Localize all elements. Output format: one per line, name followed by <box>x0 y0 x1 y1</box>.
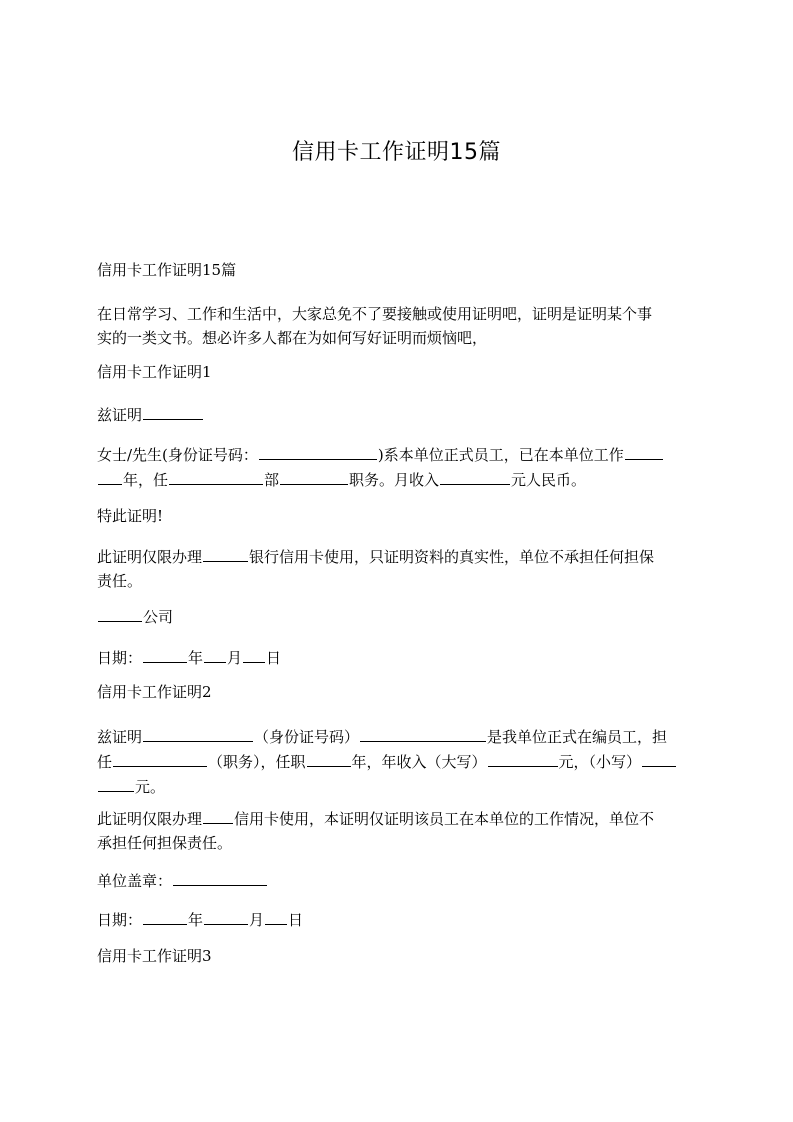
section-2-limit-paragraph <box>97 806 697 855</box>
years-blank-start <box>625 442 663 460</box>
s2-day-text: 日 <box>288 911 304 929</box>
seal-line <box>97 868 697 893</box>
section-3-heading: 信用卡工作证明3 <box>97 947 212 965</box>
years-blank-end <box>98 467 122 485</box>
document-subtitle: 信用卡工作证明15篇 <box>97 261 237 279</box>
section-2-heading: 信用卡工作证明2 <box>97 683 212 701</box>
limit-text-a: 此证明仅限办理 <box>97 548 203 566</box>
employment-text-b: )系本单位正式员工，已在本单位工作 <box>377 446 624 464</box>
section-1-heading: 信用卡工作证明1 <box>97 363 212 381</box>
department-blank <box>169 467 263 485</box>
s2-year-text: 年 <box>188 911 204 929</box>
employment-text-c: 年，任 <box>123 471 169 489</box>
bank-blank <box>203 544 248 562</box>
section-2-date-line <box>97 907 697 932</box>
year-blank <box>143 645 187 663</box>
s2-text-c: 是我单位正式在编员工，担 <box>487 728 668 746</box>
s2-text-h: 元。 <box>135 778 166 796</box>
s2-text-f: 年，年收入（大写） <box>351 753 487 771</box>
month-blank <box>204 645 226 663</box>
section-1-limit-paragraph <box>97 544 697 593</box>
s2-income-upper-blank <box>488 749 558 767</box>
s2-text-g: 元，（小写） <box>558 753 642 771</box>
special-certify-line: 特此证明! <box>97 507 164 525</box>
s2-limit-text-a: 此证明仅限办理 <box>97 810 203 828</box>
s2-line-3 <box>97 774 697 799</box>
s2-line-1 <box>97 724 697 749</box>
s2-line-2 <box>97 749 697 774</box>
employment-text-d: 部 <box>264 471 280 489</box>
employment-text-f: 元人民币。 <box>511 471 587 489</box>
company-line <box>97 604 697 629</box>
date-label: 日期： <box>97 649 143 667</box>
section-2-employment-paragraph <box>97 724 697 799</box>
company-blank <box>98 604 142 622</box>
intro-line-1: 在日常学习、工作和生活中，大家总免不了要接触或使用证明吧，证明是证明某个事 <box>97 305 653 323</box>
income-blank <box>440 467 510 485</box>
s2-text-d: 任 <box>97 753 113 771</box>
id-number-blank <box>259 442 377 460</box>
name-blank <box>143 402 203 420</box>
day-text: 日 <box>266 649 282 667</box>
year-text: 年 <box>188 649 204 667</box>
s2-position-blank <box>113 749 207 767</box>
company-text: 公司 <box>143 608 174 626</box>
certify-text: 兹证明 <box>97 406 143 424</box>
s2-limit-line-2: 承担任何担保责任。 <box>97 834 233 852</box>
s2-text-e: （职务），任职 <box>208 753 306 771</box>
employment-line-1 <box>97 442 697 467</box>
employment-line-2 <box>97 467 697 492</box>
s2-bank-blank <box>203 806 233 824</box>
s2-id-blank <box>360 724 486 742</box>
intro-paragraph <box>97 302 697 350</box>
s2-text-b: （身份证号码） <box>254 728 360 746</box>
s2-income-lower-blank-end <box>98 774 134 792</box>
section-1-employment-paragraph <box>97 442 697 492</box>
seal-blank <box>173 868 267 886</box>
s2-years-blank <box>307 749 351 767</box>
s2-income-lower-blank-start <box>642 749 676 767</box>
s2-text-a: 兹证明 <box>97 728 143 746</box>
s2-limit-text-b: 信用卡使用，本证明仅证明该员工在本单位的工作情况，单位不 <box>234 810 655 828</box>
position-blank <box>280 467 348 485</box>
section-1-date-line <box>97 645 697 670</box>
s2-date-label: 日期： <box>97 911 143 929</box>
day-blank <box>243 645 265 663</box>
employment-text-e: 职务。月收入 <box>349 471 440 489</box>
limit-line-2: 责任。 <box>97 572 143 590</box>
s2-name-blank <box>143 724 253 742</box>
seal-label: 单位盖章： <box>97 872 173 890</box>
section-1-certify-line <box>97 402 697 427</box>
s2-month-blank <box>204 907 248 925</box>
month-text: 月 <box>227 649 243 667</box>
intro-line-2: 实的一类文书。想必许多人都在为如何写好证明而烦恼吧， <box>97 329 488 347</box>
limit-text-b: 银行信用卡使用，只证明资料的真实性，单位不承担任何担保 <box>249 548 655 566</box>
s2-day-blank <box>265 907 287 925</box>
employment-text-a: 女士/先生(身份证号码： <box>97 446 258 464</box>
s2-year-blank <box>143 907 187 925</box>
document-title: 信用卡工作证明15篇 <box>292 140 501 165</box>
s2-limit-line-1 <box>97 806 697 831</box>
limit-line-1 <box>97 544 697 569</box>
s2-month-text: 月 <box>249 911 265 929</box>
